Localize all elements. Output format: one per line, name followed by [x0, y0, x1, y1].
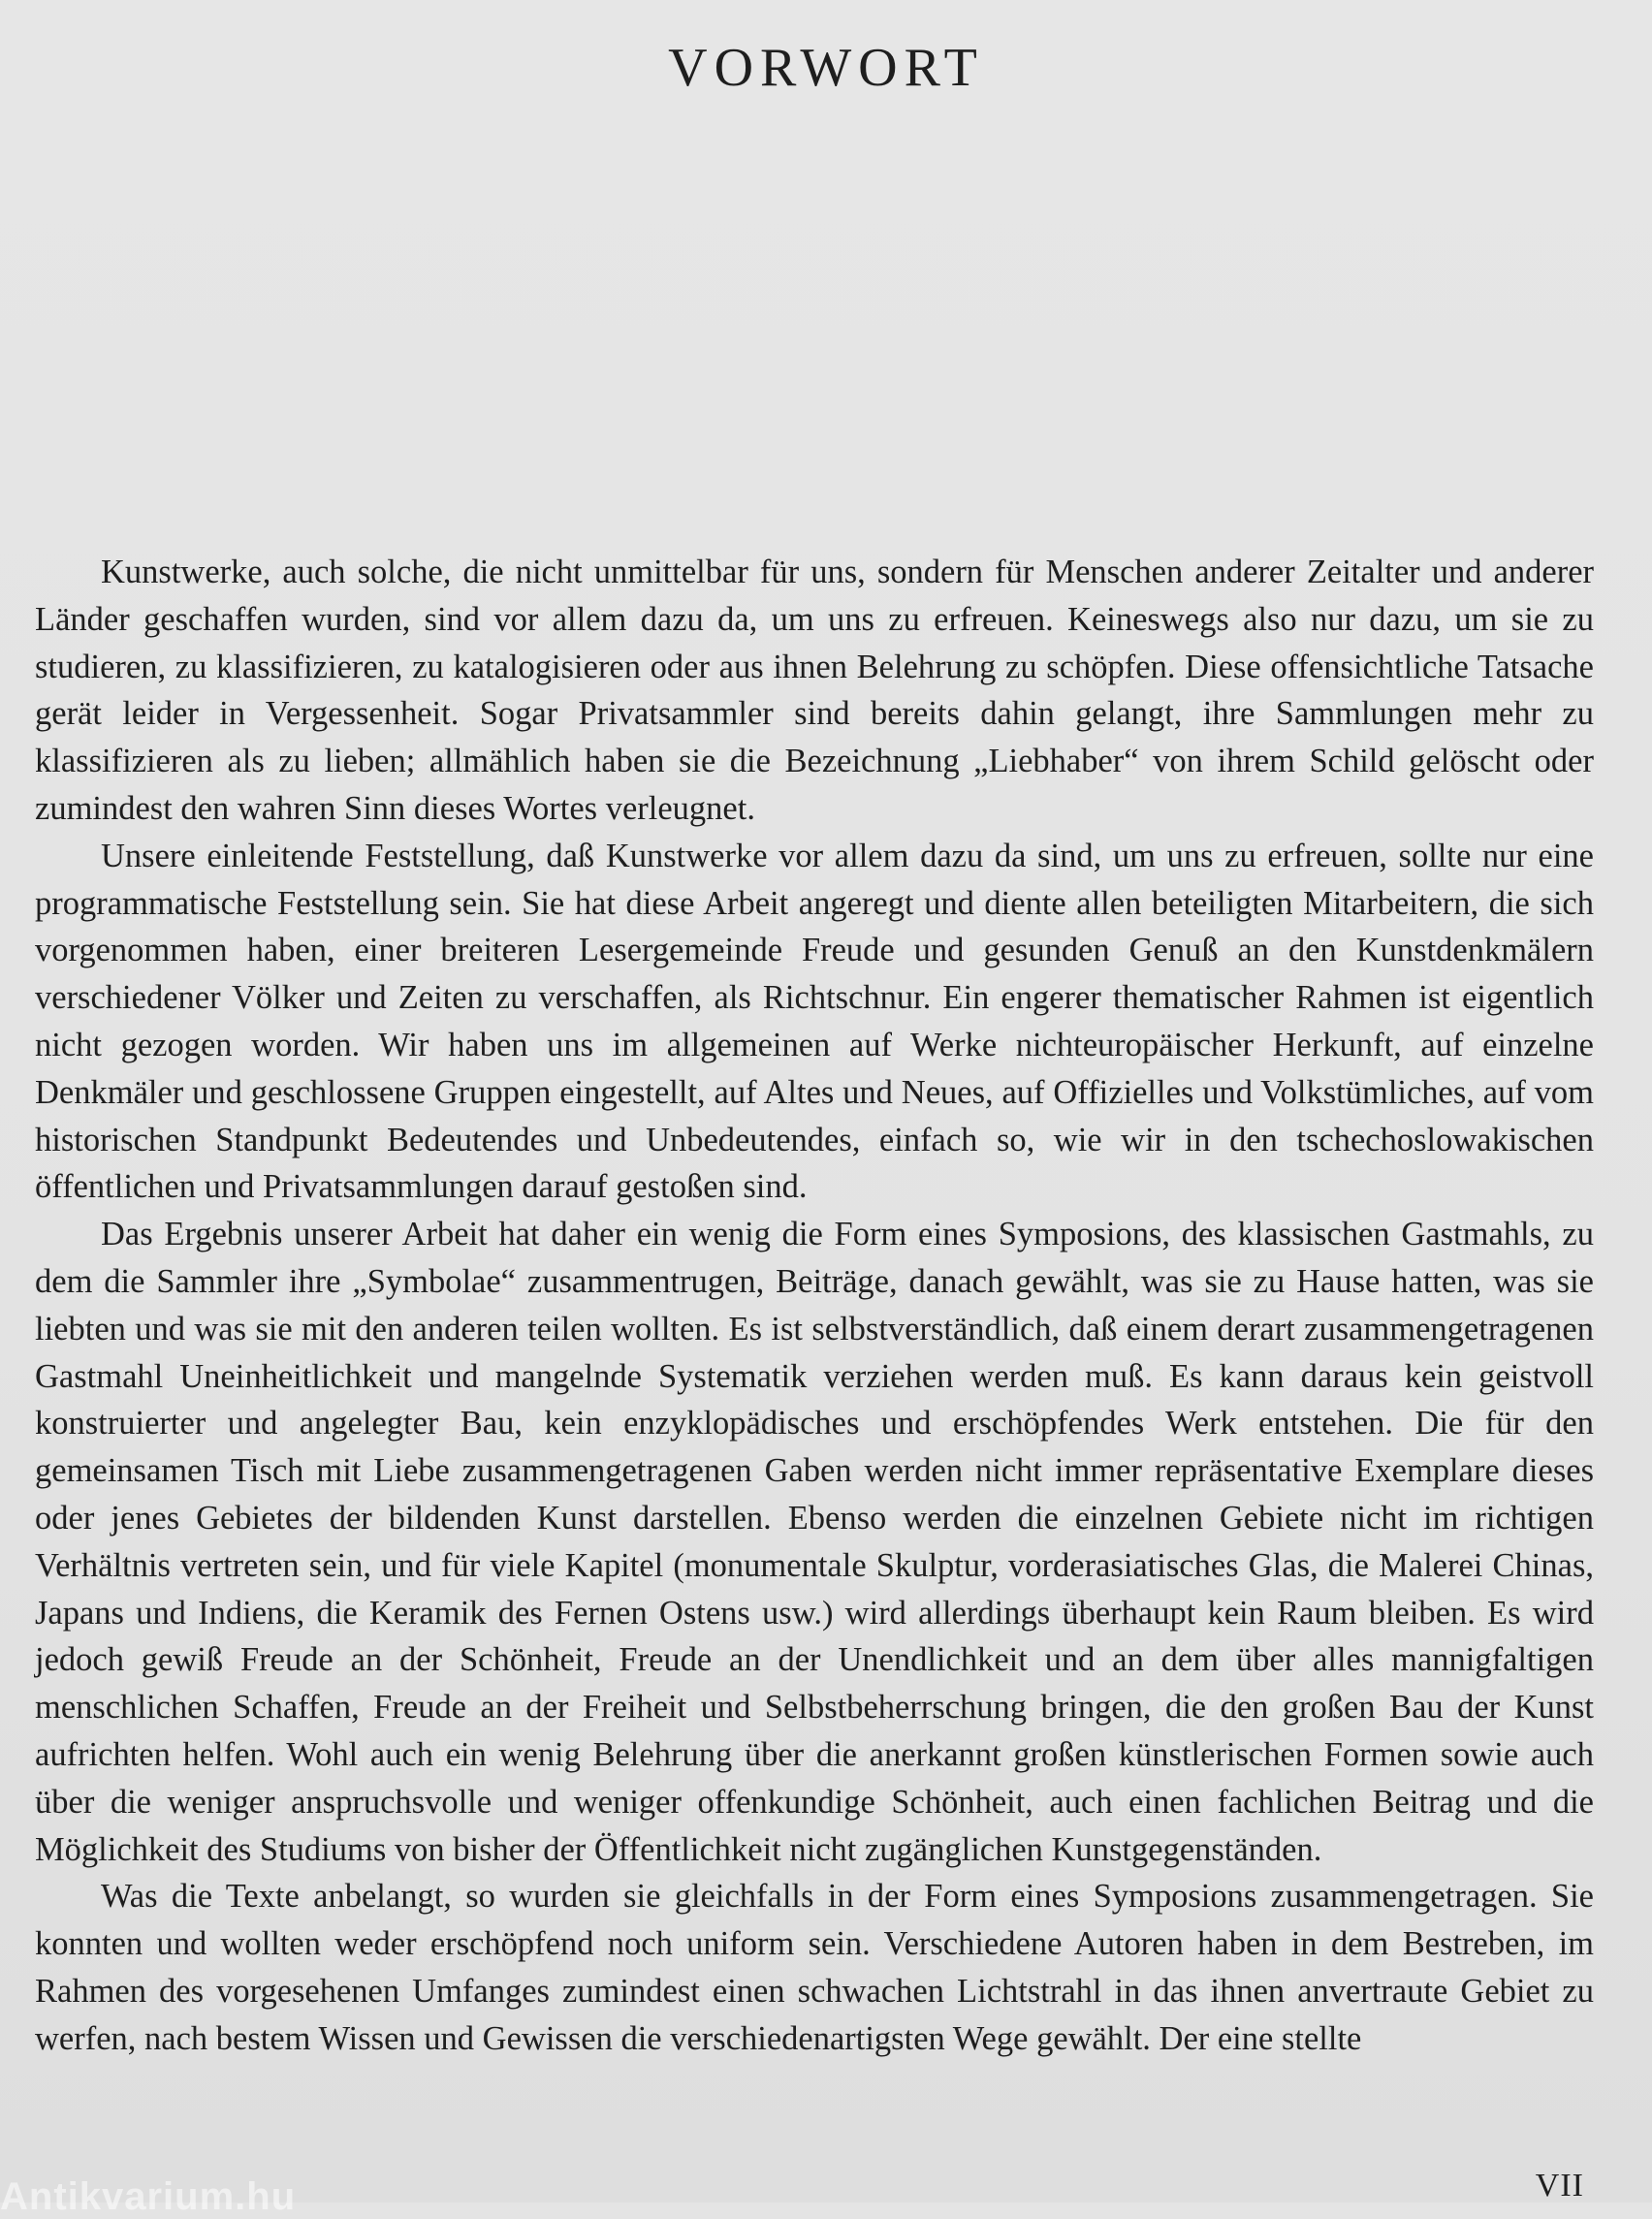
- page-title: VORWORT: [668, 38, 984, 98]
- paragraph-2: Unsere einleitende Feststellung, daß Kunstwerke vor allem dazu da sind, um uns zu erfreuen, sollte nur eine programmatische Feststellung sein. Sie hat diese Arbeit angeregt und diente allen beteiligten Mitarbeitern, die sich vorgenommen haben, einer breiteren Lesergemeinde Freude und gesunden Genuß an den Kunstdenkmälern verschiedener Völker und Zeiten zu verschaffen, als Richtschnur. Ein engerer thematischer Rahmen ist eigentlich nicht gezogen worden. Wir haben uns im allgemeinen auf Werke nichteuropäischer Herkunft, auf einzelne Denkmäler und geschlossene Gruppen eingestellt, auf Altes und Neues, auf Offizielles und Volkstümliches, auf vom historischen Standpunkt Bedeutendes und Unbedeutendes, einfach so, wie wir in den tschechoslowakischen öffentlichen und Privatsammlungen darauf gestoßen sind.: [35, 837, 1594, 1206]
- watermark: Antikvarium.hu: [0, 2175, 297, 2218]
- paragraph-4: Was die Texte anbelangt, so wurden sie gleichfalls in der Form eines Symposions zusammengetragen. Sie konnten und wollten weder erschöpfend noch uniform sein. Verschiedene Autoren haben in dem Bestreben, im Rahmen des vorgesehenen Umfanges zumindest einen schwachen Lichtstrahl in das ihnen anvertraute Gebiet zu werfen, nach bestem Wissen und Gewissen die verschiedenartigsten Wege gewählt. Der eine stellte: [35, 1878, 1594, 2057]
- page-number: VII: [1535, 2168, 1584, 2203]
- paragraph-1: Kunstwerke, auch solche, die nicht unmittelbar für uns, sondern für Menschen anderer Zeitalter und anderer Länder geschaffen wurden, sind vor allem dazu da, um uns zu erfreuen. Keineswegs also nur dazu, um sie zu studieren, zu klassifizieren, zu katalogisieren oder aus ihnen Belehrung zu schöpfen. Diese offensichtliche Tatsache gerät leider in Vergessenheit. Sogar Privatsammler sind bereits dahin gelangt, ihre Sammlungen mehr zu klassifizieren als zu lieben; allmählich haben sie die Bezeichnung „Liebhaber“ von ihrem Schild gelöscht oder zumindest den wahren Sinn dieses Wortes verleugnet.: [35, 554, 1594, 827]
- body-text: [35, 549, 1594, 2063]
- paragraph-3: Das Ergebnis unserer Arbeit hat daher ein wenig die Form eines Symposions, des klassischen Gastmahls, zu dem die Sammler ihre „Symbolae“ zusammentrugen, Beiträge, danach gewählt, was sie zu Hause hatten, was sie liebten und was sie mit den anderen teilen wollten. Es ist selbstverständlich, daß einem derart zusammengetragenen Gastmahl Uneinheitlichkeit und mangelnde Systematik verziehen werden muß. Es kann daraus kein geistvoll konstruierter und angelegter Bau, kein enzyklopädisches und erschöpfendes Werk entstehen. Die für den gemeinsamen Tisch mit Liebe zusammengetragenen Gaben werden nicht immer repräsentative Exemplare dieses oder jenes Gebietes der bildenden Kunst darstellen. Ebenso werden die einzelnen Gebiete nicht im richtigen Verhältnis vertreten sein, und für viele Kapitel (monumentale Skulptur, vorderasiatisches Glas, die Malerei Chinas, Japans und Indiens, die Keramik des Fernen Ostens usw.) wird allerdings überhaupt kein Raum bleiben. Es wird jedoch gewiß Freude an der Schönheit, Freude an der Unendlichkeit und an dem über alles mannigfaltigen menschlichen Schaffen, Freude an der Freiheit und Selbstbeherrschung bringen, die den großen Bau der Kunst aufrichten helfen. Wohl auch ein wenig Belehrung über die anerkannt großen künstlerischen Formen sowie auch über die weniger anspruchsvolle und weniger offenkundige Schönheit, auch einen fachlichen Beitrag und die Möglichkeit des Studiums von bisher der Öffentlichkeit nicht zugänglichen Kunstgegenständen.: [35, 1216, 1594, 1868]
